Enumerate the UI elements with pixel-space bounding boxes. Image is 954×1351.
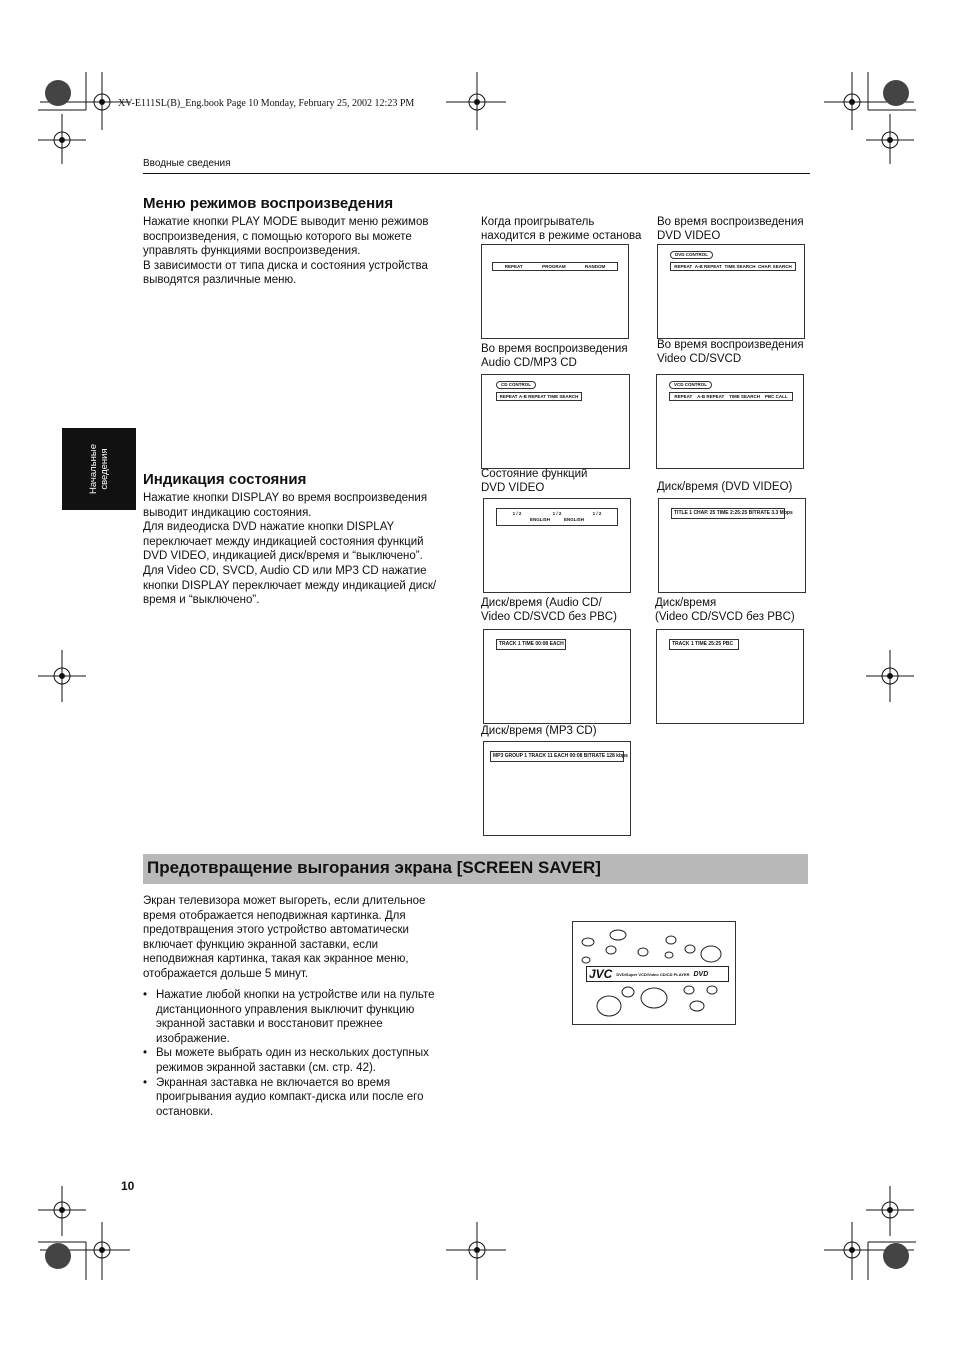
menu-bar: [496, 392, 582, 401]
list-item: • Экранная заставка не включается во время проигрывания аудио компакт-диска или после его остановки.: [143, 1076, 455, 1120]
screen-saver-text: Экран телевизора может выгореть, если длительное время отображается неподвижная картинка. Для предотвращения этого устройство автоматически включает функцию экранной заставки, если неподвижная картинка, такая как экранное меню, отображается дольше 5 минут.: [143, 895, 426, 980]
caption-vcd-pbc-time: Диск/время (Video CD/SVCD без PBC): [655, 597, 795, 623]
disc-time-bar: TRACK 1 TIME 00:08 EACH: [496, 639, 566, 650]
caption-stop: Когда проигрыватель находится в режиме останова: [481, 216, 642, 242]
menu-item: REPEAT: [674, 264, 693, 269]
screen-saver-banner: [143, 854, 808, 884]
jvc-logo: JVC: [589, 967, 613, 981]
caption-dvd-status: Состояние функций DVD VIDEO: [481, 468, 588, 494]
dvd-logo: DVD: [693, 970, 709, 978]
menu-item: REPEAT: [674, 394, 693, 399]
screen-vcd-pbc-time: [656, 629, 804, 724]
menu-item: A-B REPEAT: [694, 264, 722, 269]
menu-item: REPEAT: [499, 394, 518, 399]
section-header: Вводные сведения: [143, 158, 231, 169]
angle-value: 1 / 2: [512, 511, 522, 516]
menu-item: A-B REPEAT: [518, 394, 547, 399]
disc-time-bar: MP3 GROUP 1 TRACK 11 EACH 00:08 BITRATE 128 kbps: [490, 751, 624, 762]
jvc-logo-bar: [586, 966, 729, 982]
caption-dvd-time: Диск/время (DVD VIDEO): [657, 481, 793, 493]
list-item: • Нажатие любой кнопки на устройстве или на пульте дистанционного управления выключит функцию экранной заставки и восстановит прежнее изображение.: [143, 988, 455, 1046]
file-header: XV-E111SL(B)_Eng.book Page 10 Monday, February 25, 2002 12:23 PM: [118, 98, 415, 109]
status-panel: [496, 508, 618, 526]
screen-vcd-play: [656, 374, 804, 469]
screen-dvd-status: [483, 498, 631, 593]
audio-language: ENGLISH: [529, 517, 550, 522]
menu-item: REPEAT: [504, 264, 523, 269]
control-tag: DVD CONTROL: [670, 251, 713, 259]
menu-item: TIME SEARCH: [724, 264, 756, 269]
screen-dvd-time: [658, 498, 806, 593]
side-tab: [62, 428, 136, 510]
status-title: Индикация состояния: [143, 471, 307, 488]
screen-dvd-play: [657, 244, 805, 339]
menu-bar: [670, 262, 796, 271]
caption-dvd-play: Во время воспроизведения DVD VIDEO: [657, 216, 804, 242]
screen-saver-title: Предотвращение выгорания экрана [SCREEN SAVER]: [147, 858, 601, 877]
screen-saver-illustration: [572, 921, 736, 1025]
menu-bar: [492, 262, 618, 271]
screen-cd-play: [481, 374, 630, 469]
screen-stop: [481, 244, 629, 339]
menu-bar: [669, 392, 793, 401]
play-mode-title: Меню режимов воспроизведения: [143, 195, 394, 212]
control-tag: VCD CONTROL: [669, 381, 712, 389]
caption-cd-time: Диск/время (Audio CD/ Video CD/SVCD без PBC): [481, 597, 617, 623]
side-tab-label: Начальные сведения: [88, 443, 110, 495]
screen-cd-time: [483, 629, 631, 724]
status-text: Нажатие кнопки DISPLAY во время воспроизведения выводит индикацию состояния. Для видеодиска DVD нажатие кнопки DISPLAY переключает между индикацией состояния функций DVD VIDEO, индикацией диск/время и “выключено”. Для Video CD, SVCD, Audio CD или MP3 CD нажатие кнопки DISPLAY переключает между индикацией диск/ время и “выключено”.: [143, 492, 437, 607]
audio-value: 1 / 2: [552, 511, 562, 516]
menu-item: RANDOM: [585, 264, 606, 269]
menu-item: CHAP. SEARCH: [758, 264, 792, 269]
screen-saver-bullets: [143, 988, 455, 1119]
control-tag: CD CONTROL: [496, 381, 536, 389]
model-text: DVD/Super VCD/Video CD/CD PLAYER: [616, 971, 690, 977]
header-rule: [143, 173, 810, 174]
disc-time-bar: TITLE 1 CHAP. 25 TIME 2:25:25 BITRATE 3.3 Mbps: [671, 508, 785, 519]
screen-mp3-time: [483, 741, 631, 836]
subtitle-language: ENGLISH: [564, 517, 585, 522]
list-item: • Вы можете выбрать один из нескольких доступных режимов экранной заставки (см. стр. 42).: [143, 1046, 455, 1075]
subtitle-value: 1 / 2: [592, 511, 602, 516]
menu-item: TIME SEARCH: [729, 394, 761, 399]
menu-item: TIME SEARCH: [547, 394, 579, 399]
play-mode-text: Нажатие кнопки PLAY MODE выводит меню режимов воспроизведения, с помощью которого вы можете управлять функциями воспроизведения. В зависимости от типа диска и состояния устройства выводятся различные меню.: [143, 216, 429, 287]
menu-item: A-B REPEAT: [697, 394, 725, 399]
menu-item: PBC CALL: [764, 394, 788, 399]
disc-time-bar: TRACK 1 TIME 25:25 PBC: [669, 639, 739, 650]
caption-vcd-play: Во время воспроизведения Video CD/SVCD: [657, 339, 804, 365]
page-number: 10: [121, 1179, 135, 1193]
menu-item: PROGRAM: [542, 264, 566, 269]
caption-mp3-time: Диск/время (MP3 CD): [481, 725, 597, 737]
caption-cd-play: Во время воспроизведения Audio CD/MP3 CD: [481, 343, 628, 369]
